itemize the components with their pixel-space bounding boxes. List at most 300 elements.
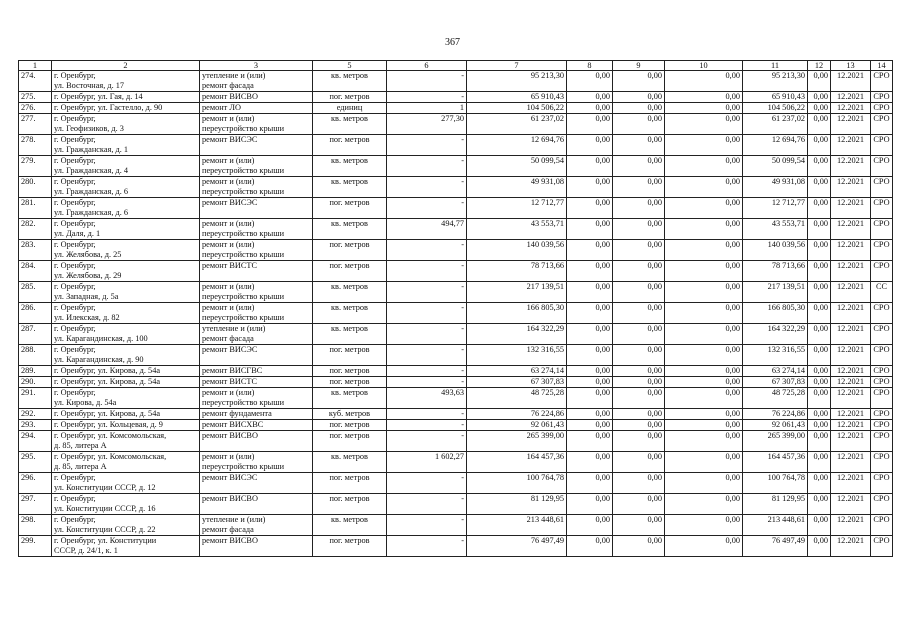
work-type-cell-line: ремонт фасада bbox=[202, 333, 254, 343]
address-cell-line: ул. Кирова, д. 54а bbox=[54, 397, 117, 407]
total-cost-cell: 12 712,77 bbox=[467, 198, 567, 219]
unit-cell: пог. метров bbox=[313, 494, 387, 515]
table-row bbox=[19, 135, 893, 156]
cost-col9-cell: 0,00 bbox=[613, 452, 665, 473]
table-row bbox=[19, 92, 893, 103]
fund-source-cell: СРО bbox=[871, 198, 893, 219]
deadline-cell: 12.2021 bbox=[831, 282, 871, 303]
fund-source-cell: СРО bbox=[871, 377, 893, 388]
cost-col11-cell: 12 712,77 bbox=[743, 198, 808, 219]
address-cell-line: г. Оренбург, bbox=[54, 261, 96, 271]
work-type-cell-line: ремонт и (или) bbox=[202, 452, 255, 462]
quantity-cell: - bbox=[387, 92, 467, 103]
cost-col8-cell: 0,00 bbox=[567, 473, 613, 494]
total-cost-cell: 213 448,61 bbox=[467, 515, 567, 536]
cost-col10-cell: 0,00 bbox=[665, 494, 743, 515]
address-cell bbox=[52, 452, 200, 473]
table-row bbox=[19, 473, 893, 494]
column-header-11: 11 bbox=[743, 61, 808, 71]
quantity-cell: - bbox=[387, 494, 467, 515]
cost-col8-cell: 0,00 bbox=[567, 261, 613, 282]
cost-col10-cell: 0,00 bbox=[665, 282, 743, 303]
cost-col11-cell: 81 129,95 bbox=[743, 494, 808, 515]
cost-col8-cell: 0,00 bbox=[567, 377, 613, 388]
work-type-cell-line: ремонт и (или) bbox=[202, 282, 255, 292]
row-number: 287. bbox=[19, 324, 52, 345]
work-type-cell-line: ремонт ВИСЭС bbox=[202, 198, 258, 208]
cost-col8-cell: 0,00 bbox=[567, 494, 613, 515]
address-cell-line: ул. Илекская, д. 82 bbox=[54, 312, 120, 322]
cost-col9-cell: 0,00 bbox=[613, 156, 665, 177]
address-cell bbox=[52, 345, 200, 366]
quantity-cell: - bbox=[387, 240, 467, 261]
fund-source-cell: СРО bbox=[871, 240, 893, 261]
column-number-header-row bbox=[19, 61, 893, 71]
quantity-cell: - bbox=[387, 366, 467, 377]
column-header-2: 2 bbox=[52, 61, 200, 71]
deadline-cell: 12.2021 bbox=[831, 71, 871, 92]
unit-cell: кв. метров bbox=[313, 156, 387, 177]
row-number: 278. bbox=[19, 135, 52, 156]
cost-col11-cell: 95 213,30 bbox=[743, 71, 808, 92]
table-row bbox=[19, 177, 893, 198]
table-row bbox=[19, 409, 893, 420]
address-cell-line: г. Оренбург, ул. Кирова, д. 54а bbox=[54, 377, 161, 387]
cost-col10-cell: 0,00 bbox=[665, 103, 743, 114]
quantity-cell: - bbox=[387, 156, 467, 177]
address-cell bbox=[52, 177, 200, 198]
unit-cell: пог. метров bbox=[313, 536, 387, 557]
unit-cell: пог. метров bbox=[313, 240, 387, 261]
work-type-cell-line: ремонт ВИСВО bbox=[202, 431, 258, 441]
address-cell-line: г. Оренбург, bbox=[54, 473, 96, 483]
work-type-cell-line: переустройство крыши bbox=[202, 461, 285, 471]
cost-col8-cell: 0,00 bbox=[567, 324, 613, 345]
address-cell-line: ул. Гражданская, д. 6 bbox=[54, 186, 129, 196]
cost-col9-cell: 0,00 bbox=[613, 261, 665, 282]
total-cost-cell: 43 553,71 bbox=[467, 219, 567, 240]
address-cell bbox=[52, 103, 200, 114]
deadline-cell: 12.2021 bbox=[831, 324, 871, 345]
quantity-cell: - bbox=[387, 420, 467, 431]
total-cost-cell: 78 713,66 bbox=[467, 261, 567, 282]
cost-col11-cell: 78 713,66 bbox=[743, 261, 808, 282]
cost-col11-cell: 67 307,83 bbox=[743, 377, 808, 388]
cost-col10-cell: 0,00 bbox=[665, 431, 743, 452]
table-row bbox=[19, 198, 893, 219]
unit-cell: кв. метров bbox=[313, 219, 387, 240]
total-cost-cell: 100 764,78 bbox=[467, 473, 567, 494]
work-type-cell-line: ремонт ВИСЭС bbox=[202, 135, 258, 145]
total-cost-cell: 61 237,02 bbox=[467, 114, 567, 135]
cost-col12-cell: 0,00 bbox=[808, 345, 831, 366]
address-cell bbox=[52, 114, 200, 135]
unit-cell: кв. метров bbox=[313, 324, 387, 345]
cost-col12-cell: 0,00 bbox=[808, 409, 831, 420]
deadline-cell: 12.2021 bbox=[831, 177, 871, 198]
address-cell-line: г. Оренбург, bbox=[54, 324, 96, 334]
total-cost-cell: 81 129,95 bbox=[467, 494, 567, 515]
address-cell bbox=[52, 261, 200, 282]
table-row bbox=[19, 103, 893, 114]
quantity-cell: 494,77 bbox=[387, 219, 467, 240]
cost-col9-cell: 0,00 bbox=[613, 388, 665, 409]
table-row bbox=[19, 452, 893, 473]
fund-source-cell: СРО bbox=[871, 473, 893, 494]
deadline-cell: 12.2021 bbox=[831, 536, 871, 557]
cost-col9-cell: 0,00 bbox=[613, 420, 665, 431]
deadline-cell: 12.2021 bbox=[831, 409, 871, 420]
work-type-cell bbox=[200, 431, 313, 452]
cost-col12-cell: 0,00 bbox=[808, 366, 831, 377]
cost-col10-cell: 0,00 bbox=[665, 536, 743, 557]
work-type-cell bbox=[200, 303, 313, 324]
work-type-cell bbox=[200, 452, 313, 473]
table-row bbox=[19, 240, 893, 261]
work-type-cell-line: ремонт и (или) bbox=[202, 177, 255, 187]
fund-source-cell: СС bbox=[871, 282, 893, 303]
cost-col8-cell: 0,00 bbox=[567, 71, 613, 92]
cost-col10-cell: 0,00 bbox=[665, 366, 743, 377]
cost-col8-cell: 0,00 bbox=[567, 536, 613, 557]
quantity-cell: - bbox=[387, 177, 467, 198]
cost-col8-cell: 0,00 bbox=[567, 420, 613, 431]
work-type-cell bbox=[200, 240, 313, 261]
cost-col10-cell: 0,00 bbox=[665, 388, 743, 409]
row-number: 280. bbox=[19, 177, 52, 198]
cost-col8-cell: 0,00 bbox=[567, 303, 613, 324]
unit-cell: кв. метров bbox=[313, 177, 387, 198]
address-cell-line: г. Оренбург, bbox=[54, 303, 96, 313]
address-cell-line: ул. Желябова, д. 25 bbox=[54, 249, 122, 259]
page-number: 367 bbox=[445, 37, 460, 48]
fund-source-cell: СРО bbox=[871, 345, 893, 366]
address-cell-line: ул. Карагандинская, д. 100 bbox=[54, 333, 148, 343]
cost-col9-cell: 0,00 bbox=[613, 92, 665, 103]
cost-col8-cell: 0,00 bbox=[567, 135, 613, 156]
quantity-cell: 493,63 bbox=[387, 388, 467, 409]
row-number: 275. bbox=[19, 92, 52, 103]
unit-cell: единиц bbox=[313, 103, 387, 114]
fund-source-cell: СРО bbox=[871, 177, 893, 198]
deadline-cell: 12.2021 bbox=[831, 345, 871, 366]
work-type-cell bbox=[200, 494, 313, 515]
unit-cell: пог. метров bbox=[313, 92, 387, 103]
deadline-cell: 12.2021 bbox=[831, 261, 871, 282]
cost-col9-cell: 0,00 bbox=[613, 198, 665, 219]
work-type-cell bbox=[200, 198, 313, 219]
row-number: 276. bbox=[19, 103, 52, 114]
unit-cell: пог. метров bbox=[313, 420, 387, 431]
total-cost-cell: 76 224,86 bbox=[467, 409, 567, 420]
deadline-cell: 12.2021 bbox=[831, 103, 871, 114]
fund-source-cell: СРО bbox=[871, 103, 893, 114]
total-cost-cell: 12 694,76 bbox=[467, 135, 567, 156]
fund-source-cell: СРО bbox=[871, 452, 893, 473]
total-cost-cell: 63 274,14 bbox=[467, 366, 567, 377]
cost-col8-cell: 0,00 bbox=[567, 515, 613, 536]
cost-col11-cell: 65 910,43 bbox=[743, 92, 808, 103]
address-cell-line: г. Оренбург, bbox=[54, 135, 96, 145]
cost-col12-cell: 0,00 bbox=[808, 198, 831, 219]
unit-cell: куб. метров bbox=[313, 409, 387, 420]
total-cost-cell: 67 307,83 bbox=[467, 377, 567, 388]
deadline-cell: 12.2021 bbox=[831, 494, 871, 515]
table-row bbox=[19, 219, 893, 240]
work-type-cell-line: ремонт и (или) bbox=[202, 114, 255, 124]
row-number: 296. bbox=[19, 473, 52, 494]
work-type-cell-line: ремонт ВИСТС bbox=[202, 261, 258, 271]
cost-col9-cell: 0,00 bbox=[613, 303, 665, 324]
address-cell-line: г. Оренбург, ул. Гая, д. 14 bbox=[54, 92, 143, 102]
work-type-cell-line: ремонт ЛО bbox=[202, 103, 241, 113]
work-type-cell-line: ремонт ВИСВО bbox=[202, 92, 258, 102]
deadline-cell: 12.2021 bbox=[831, 303, 871, 324]
deadline-cell: 12.2021 bbox=[831, 198, 871, 219]
work-type-cell bbox=[200, 473, 313, 494]
address-cell-line: ул. Западная, д. 5а bbox=[54, 291, 119, 301]
address-cell-line: г. Оренбург, ул. Кирова, д. 54а bbox=[54, 409, 161, 419]
unit-cell: пог. метров bbox=[313, 377, 387, 388]
table-row bbox=[19, 420, 893, 431]
fund-source-cell: СРО bbox=[871, 388, 893, 409]
cost-col12-cell: 0,00 bbox=[808, 71, 831, 92]
address-cell-line: ул. Желябова, д. 29 bbox=[54, 270, 122, 280]
address-cell-line: г. Оренбург, bbox=[54, 177, 96, 187]
address-cell bbox=[52, 377, 200, 388]
quantity-cell: - bbox=[387, 431, 467, 452]
row-number: 292. bbox=[19, 409, 52, 420]
work-type-cell bbox=[200, 71, 313, 92]
work-type-cell-line: ремонт фасада bbox=[202, 80, 254, 90]
cost-col10-cell: 0,00 bbox=[665, 473, 743, 494]
cost-col9-cell: 0,00 bbox=[613, 473, 665, 494]
column-header-9: 9 bbox=[613, 61, 665, 71]
work-type-cell-line: ремонт и (или) bbox=[202, 388, 255, 398]
cost-col11-cell: 213 448,61 bbox=[743, 515, 808, 536]
address-cell-line: ул. Конституции СССР, д. 12 bbox=[54, 482, 156, 492]
total-cost-cell: 132 316,55 bbox=[467, 345, 567, 366]
cost-col8-cell: 0,00 bbox=[567, 92, 613, 103]
address-cell-line: г. Оренбург, ул. Кирова, д. 54а bbox=[54, 366, 161, 376]
cost-col11-cell: 217 139,51 bbox=[743, 282, 808, 303]
work-type-cell bbox=[200, 515, 313, 536]
unit-cell: кв. метров bbox=[313, 388, 387, 409]
address-cell-line: г. Оренбург, bbox=[54, 71, 96, 81]
fund-source-cell: СРО bbox=[871, 431, 893, 452]
cost-col8-cell: 0,00 bbox=[567, 409, 613, 420]
cost-col10-cell: 0,00 bbox=[665, 345, 743, 366]
cost-col12-cell: 0,00 bbox=[808, 324, 831, 345]
row-number: 299. bbox=[19, 536, 52, 557]
deadline-cell: 12.2021 bbox=[831, 452, 871, 473]
address-cell-line: ул. Даля, д. 1 bbox=[54, 228, 101, 238]
unit-cell: пог. метров bbox=[313, 345, 387, 366]
cost-col12-cell: 0,00 bbox=[808, 103, 831, 114]
cost-col12-cell: 0,00 bbox=[808, 494, 831, 515]
cost-col9-cell: 0,00 bbox=[613, 431, 665, 452]
unit-cell: кв. метров bbox=[313, 282, 387, 303]
work-type-cell bbox=[200, 92, 313, 103]
cost-col8-cell: 0,00 bbox=[567, 156, 613, 177]
row-number: 284. bbox=[19, 261, 52, 282]
cost-col9-cell: 0,00 bbox=[613, 324, 665, 345]
cost-col11-cell: 166 805,30 bbox=[743, 303, 808, 324]
quantity-cell: - bbox=[387, 536, 467, 557]
cost-col10-cell: 0,00 bbox=[665, 515, 743, 536]
column-header-12: 12 bbox=[808, 61, 831, 71]
cost-col9-cell: 0,00 bbox=[613, 536, 665, 557]
deadline-cell: 12.2021 bbox=[831, 135, 871, 156]
deadline-cell: 12.2021 bbox=[831, 377, 871, 388]
column-header-14: 14 bbox=[871, 61, 893, 71]
total-cost-cell: 65 910,43 bbox=[467, 92, 567, 103]
unit-cell: пог. метров bbox=[313, 135, 387, 156]
table-row bbox=[19, 114, 893, 135]
fund-source-cell: СРО bbox=[871, 409, 893, 420]
table-row bbox=[19, 71, 893, 92]
cost-col10-cell: 0,00 bbox=[665, 303, 743, 324]
cost-col9-cell: 0,00 bbox=[613, 71, 665, 92]
total-cost-cell: 140 039,56 bbox=[467, 240, 567, 261]
work-type-cell bbox=[200, 114, 313, 135]
cost-col9-cell: 0,00 bbox=[613, 282, 665, 303]
address-cell bbox=[52, 388, 200, 409]
cost-col10-cell: 0,00 bbox=[665, 219, 743, 240]
fund-source-cell: СРО bbox=[871, 261, 893, 282]
cost-col9-cell: 0,00 bbox=[613, 240, 665, 261]
address-cell-line: ул. Конституции СССР, д. 16 bbox=[54, 503, 156, 513]
address-cell bbox=[52, 303, 200, 324]
quantity-cell: - bbox=[387, 71, 467, 92]
work-type-cell bbox=[200, 536, 313, 557]
total-cost-cell: 166 805,30 bbox=[467, 303, 567, 324]
fund-source-cell: СРО bbox=[871, 515, 893, 536]
column-header-5: 5 bbox=[313, 61, 387, 71]
cost-col10-cell: 0,00 bbox=[665, 452, 743, 473]
cost-col9-cell: 0,00 bbox=[613, 409, 665, 420]
row-number: 282. bbox=[19, 219, 52, 240]
quantity-cell: - bbox=[387, 324, 467, 345]
address-cell-line: СССР, д. 24/1, к. 1 bbox=[54, 545, 118, 555]
cost-col11-cell: 100 764,78 bbox=[743, 473, 808, 494]
cost-col11-cell: 12 694,76 bbox=[743, 135, 808, 156]
cost-col10-cell: 0,00 bbox=[665, 92, 743, 103]
cost-col11-cell: 92 061,43 bbox=[743, 420, 808, 431]
table-row bbox=[19, 303, 893, 324]
cost-col12-cell: 0,00 bbox=[808, 261, 831, 282]
cost-col9-cell: 0,00 bbox=[613, 219, 665, 240]
quantity-cell: - bbox=[387, 261, 467, 282]
unit-cell: кв. метров bbox=[313, 452, 387, 473]
address-cell-line: ул. Гражданская, д. 6 bbox=[54, 207, 129, 217]
cost-col12-cell: 0,00 bbox=[808, 536, 831, 557]
deadline-cell: 12.2021 bbox=[831, 515, 871, 536]
cost-col8-cell: 0,00 bbox=[567, 198, 613, 219]
cost-col11-cell: 104 506,22 bbox=[743, 103, 808, 114]
cost-col12-cell: 0,00 bbox=[808, 156, 831, 177]
fund-source-cell: СРО bbox=[871, 303, 893, 324]
cost-col10-cell: 0,00 bbox=[665, 377, 743, 388]
address-cell-line: ул. Геофизиков, д. 3 bbox=[54, 123, 124, 133]
unit-cell: пог. метров bbox=[313, 431, 387, 452]
address-cell bbox=[52, 282, 200, 303]
cost-col8-cell: 0,00 bbox=[567, 103, 613, 114]
work-type-cell bbox=[200, 103, 313, 114]
cost-col12-cell: 0,00 bbox=[808, 219, 831, 240]
row-number: 274. bbox=[19, 71, 52, 92]
row-number: 291. bbox=[19, 388, 52, 409]
address-cell bbox=[52, 515, 200, 536]
work-type-cell bbox=[200, 388, 313, 409]
work-type-cell-line: переустройство крыши bbox=[202, 186, 285, 196]
work-type-cell bbox=[200, 377, 313, 388]
row-number: 293. bbox=[19, 420, 52, 431]
cost-col8-cell: 0,00 bbox=[567, 114, 613, 135]
unit-cell: кв. метров bbox=[313, 114, 387, 135]
address-cell bbox=[52, 198, 200, 219]
work-type-cell-line: переустройство крыши bbox=[202, 165, 285, 175]
cost-col12-cell: 0,00 bbox=[808, 135, 831, 156]
cost-col8-cell: 0,00 bbox=[567, 388, 613, 409]
address-cell bbox=[52, 135, 200, 156]
cost-col11-cell: 265 399,00 bbox=[743, 431, 808, 452]
work-type-cell-line: ремонт и (или) bbox=[202, 219, 255, 229]
row-number: 297. bbox=[19, 494, 52, 515]
deadline-cell: 12.2021 bbox=[831, 92, 871, 103]
work-type-cell-line: утепление и (или) bbox=[202, 324, 266, 334]
cost-col12-cell: 0,00 bbox=[808, 92, 831, 103]
quantity-cell: - bbox=[387, 409, 467, 420]
address-cell-line: г. Оренбург, ул. Комсомольская, bbox=[54, 431, 167, 441]
cost-col12-cell: 0,00 bbox=[808, 431, 831, 452]
address-cell-line: г. Оренбург, bbox=[54, 494, 96, 504]
table-row bbox=[19, 156, 893, 177]
cost-col11-cell: 61 237,02 bbox=[743, 114, 808, 135]
cost-col10-cell: 0,00 bbox=[665, 261, 743, 282]
cost-col10-cell: 0,00 bbox=[665, 324, 743, 345]
total-cost-cell: 104 506,22 bbox=[467, 103, 567, 114]
cost-col10-cell: 0,00 bbox=[665, 177, 743, 198]
total-cost-cell: 50 099,54 bbox=[467, 156, 567, 177]
address-cell-line: д. 85, литера А bbox=[54, 461, 107, 471]
row-number: 288. bbox=[19, 345, 52, 366]
table-row bbox=[19, 536, 893, 557]
work-type-cell-line: ремонт ВИСЭС bbox=[202, 345, 258, 355]
cost-col8-cell: 0,00 bbox=[567, 345, 613, 366]
unit-cell: кв. метров bbox=[313, 303, 387, 324]
work-type-cell-line: утепление и (или) bbox=[202, 515, 266, 525]
address-cell bbox=[52, 324, 200, 345]
work-type-cell-line: переустройство крыши bbox=[202, 228, 285, 238]
address-cell-line: ул. Гражданская, д. 4 bbox=[54, 165, 129, 175]
column-header-7: 7 bbox=[467, 61, 567, 71]
cost-col9-cell: 0,00 bbox=[613, 177, 665, 198]
deadline-cell: 12.2021 bbox=[831, 473, 871, 494]
cost-col9-cell: 0,00 bbox=[613, 345, 665, 366]
cost-col11-cell: 76 224,86 bbox=[743, 409, 808, 420]
row-number: 289. bbox=[19, 366, 52, 377]
work-type-cell-line: ремонт ВИСГВС bbox=[202, 366, 263, 376]
table-row bbox=[19, 377, 893, 388]
row-number: 295. bbox=[19, 452, 52, 473]
address-cell-line: г. Оренбург, ул. Кольцевая, д. 9 bbox=[54, 420, 163, 430]
total-cost-cell: 217 139,51 bbox=[467, 282, 567, 303]
row-number: 277. bbox=[19, 114, 52, 135]
total-cost-cell: 95 213,30 bbox=[467, 71, 567, 92]
address-cell-line: д. 85, литера А bbox=[54, 440, 107, 450]
table-body bbox=[19, 71, 893, 557]
